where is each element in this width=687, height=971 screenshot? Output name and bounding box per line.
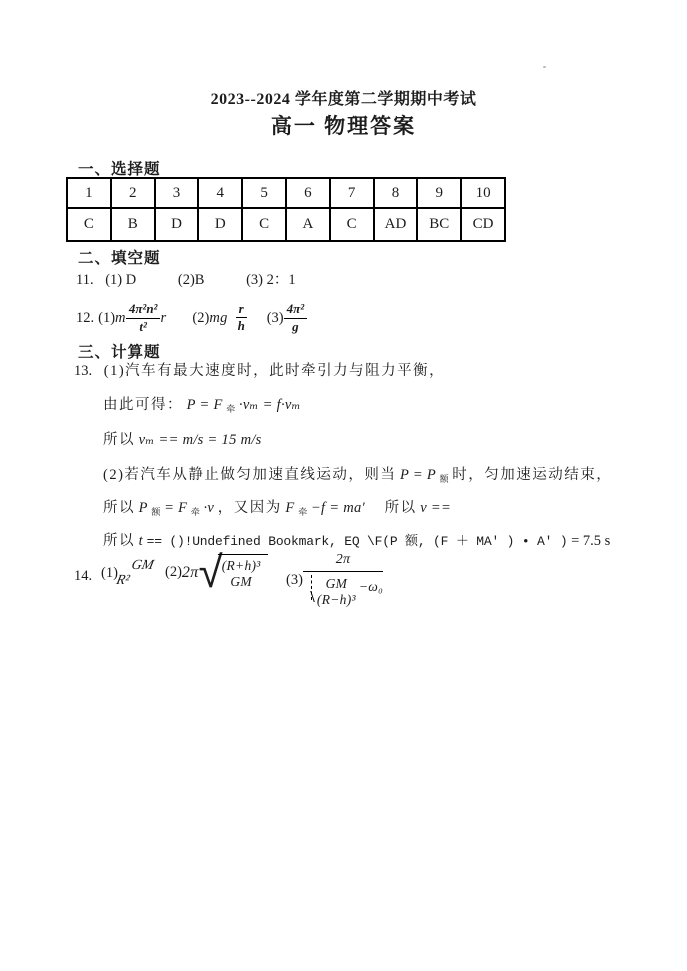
- q13-line5-sub2: 牵: [190, 507, 200, 517]
- table-answer-cell: C: [67, 208, 111, 241]
- table-answer-cell: BC: [417, 208, 461, 241]
- q12-part2-label: (2): [192, 309, 210, 326]
- q12-part3-fraction: [284, 302, 308, 335]
- table-header-cell: 7: [330, 178, 374, 208]
- q13-part2-math1: P = P: [400, 467, 437, 483]
- q13-line5-math3: ·v: [203, 500, 215, 516]
- fraction-denominator: GM: [230, 574, 252, 590]
- q14-part1-label: (1): [101, 564, 118, 581]
- q13-line5-math1: P: [138, 500, 148, 516]
- table-header-cell: 2: [111, 178, 155, 208]
- fraction-denominator: (R−h)³: [316, 592, 356, 608]
- table-answer-row: [67, 208, 505, 241]
- q14-part2-radical: [198, 547, 268, 598]
- q13-line6-broken-field: == ()!Undefined Bookmark, EQ \F(P 额, (F ＋ MA′ ) • A′ ): [146, 534, 568, 549]
- fraction-denominator: [303, 572, 383, 608]
- q11-number: 11.: [76, 272, 94, 288]
- table-header-cell: 10: [461, 178, 505, 208]
- table-answer-cell: D: [198, 208, 242, 241]
- q13-line5-math2: = F: [164, 500, 188, 516]
- fraction-denominator: g: [292, 318, 299, 334]
- fraction-numerator: GM: [325, 576, 348, 591]
- q13-line5-math6: v ==: [420, 500, 452, 516]
- radical-body: [218, 554, 268, 591]
- fraction-denominator: R²: [114, 573, 131, 589]
- session-title: 2023--2024 学年度第二学期期中考试: [210, 91, 477, 108]
- q13-part2-subscript: 额: [439, 474, 449, 484]
- fraction-numerator: r: [236, 302, 247, 318]
- question-11-line: [76, 268, 296, 289]
- q14-part3-fraction: [303, 552, 383, 608]
- q13-part1-text: (1)汽车有最大速度时，此时牵引力与阻力平衡，: [103, 363, 446, 379]
- q13-line6-lead: 所以: [103, 533, 135, 549]
- q12-part1-suffix: r: [160, 309, 167, 326]
- q12-part1-label: (1): [98, 309, 116, 326]
- table-header-cell: 8: [374, 178, 418, 208]
- q13-line6-result: = 7.5 s: [571, 533, 611, 549]
- q12-number: 12.: [76, 309, 95, 326]
- q14-part3-radical: [303, 575, 356, 608]
- table-header-cell: 1: [67, 178, 111, 208]
- q14-number: 14.: [74, 568, 93, 584]
- q13-line5-lead2: 所以: [368, 500, 417, 516]
- q13-line2-lead: 由此可得：: [103, 397, 183, 413]
- table-answer-cell: C: [330, 208, 374, 241]
- q13-part2-tail: 时，匀加速运动结束，: [452, 467, 613, 483]
- q11-part-2: (2)B: [177, 272, 205, 288]
- table-header-cell: 3: [155, 178, 199, 208]
- question-13-part2-line: [103, 463, 612, 485]
- page-title: 高一 物理答案: [270, 114, 417, 138]
- q13-line3-lead: 所以: [103, 432, 135, 448]
- fraction-numerator: 4π²n²: [126, 302, 161, 319]
- section-heading-calc: 三、计算题: [78, 344, 161, 361]
- table-answer-cell: AD: [374, 208, 418, 241]
- q14-part1-fraction: [115, 558, 155, 589]
- question-12-line: [76, 297, 307, 339]
- fraction-denominator: h: [237, 318, 245, 333]
- table-answer-cell: CD: [461, 208, 505, 241]
- q13-line5-math4: F: [285, 500, 295, 516]
- q14-part2-inner-fraction: [222, 558, 261, 590]
- question-13-power-line: [103, 496, 451, 518]
- fraction-numerator: (R+h)³: [221, 558, 261, 573]
- table-header-cell: 4: [198, 178, 242, 208]
- table-header-row: [67, 178, 505, 208]
- section-heading-choice: 一、选择题: [78, 161, 161, 178]
- q14-part3-label: (3): [286, 571, 303, 588]
- question-14-line: [74, 547, 634, 652]
- radical-sign-icon: √: [198, 547, 223, 598]
- q12-part2-fraction: [236, 302, 247, 334]
- q14-part2-coefficient: 2π: [181, 563, 199, 581]
- q13-line5-lead: 所以: [103, 500, 135, 516]
- question-13-time-line: [103, 529, 610, 550]
- answer-table: [66, 177, 506, 242]
- q11-part-1: (1) D: [105, 272, 137, 288]
- table-header-cell: 9: [417, 178, 461, 208]
- q13-line2-math1: P = F: [186, 397, 223, 413]
- q14-part2: [165, 547, 268, 598]
- fraction-numerator: 2π: [303, 552, 383, 572]
- table-answer-cell: B: [111, 208, 155, 241]
- fraction-numerator: GM: [130, 558, 155, 573]
- question-13-vmax-line: [103, 428, 262, 449]
- table-header-cell: 5: [242, 178, 286, 208]
- q13-line5-math5: −f = ma′: [310, 500, 366, 516]
- q12-part1-coefficient: m: [115, 309, 126, 326]
- scan-speck: [543, 66, 546, 68]
- q13-line5-sub3: 牵: [298, 507, 308, 517]
- fraction-denominator: t²: [139, 318, 147, 334]
- q14-part1: [101, 558, 155, 589]
- q14-part3-inner-fraction: [317, 576, 356, 608]
- q13-line2-math2: ·vₘ = f·vₘ: [238, 397, 301, 413]
- q12-part1-fraction: [126, 302, 161, 335]
- q14-part3-omega-term: −ω₀: [358, 578, 384, 594]
- q13-part2-lead: (2)若汽车从静止做匀加速直线运动，则当: [103, 467, 397, 483]
- table-answer-cell: A: [286, 208, 330, 241]
- q13-number: 13.: [74, 363, 93, 379]
- table-answer-cell: C: [242, 208, 286, 241]
- q11-part-3: (3) 2：1: [246, 272, 296, 288]
- question-13-derivation-line: [103, 393, 301, 415]
- section-heading-blank: 二、填空题: [78, 250, 161, 267]
- q13-line5-mid: ，又因为: [217, 500, 282, 516]
- q12-part3-label: (3): [266, 309, 284, 326]
- table-answer-cell: D: [155, 208, 199, 241]
- q13-line3-math: vₘ == m/s = 15 m/s: [138, 432, 262, 448]
- q12-part2-coefficient: mg: [209, 309, 228, 326]
- question-13-part1-line: [74, 359, 445, 380]
- table-header-cell: 6: [286, 178, 330, 208]
- q13-line2-subscript: 牵: [226, 404, 236, 414]
- fraction-numerator: 4π²: [284, 302, 308, 319]
- q14-part2-label: (2): [165, 564, 182, 581]
- q13-line6-math1: t: [138, 533, 143, 549]
- q14-part3: [286, 552, 383, 608]
- q13-line5-sub1: 额: [151, 507, 161, 517]
